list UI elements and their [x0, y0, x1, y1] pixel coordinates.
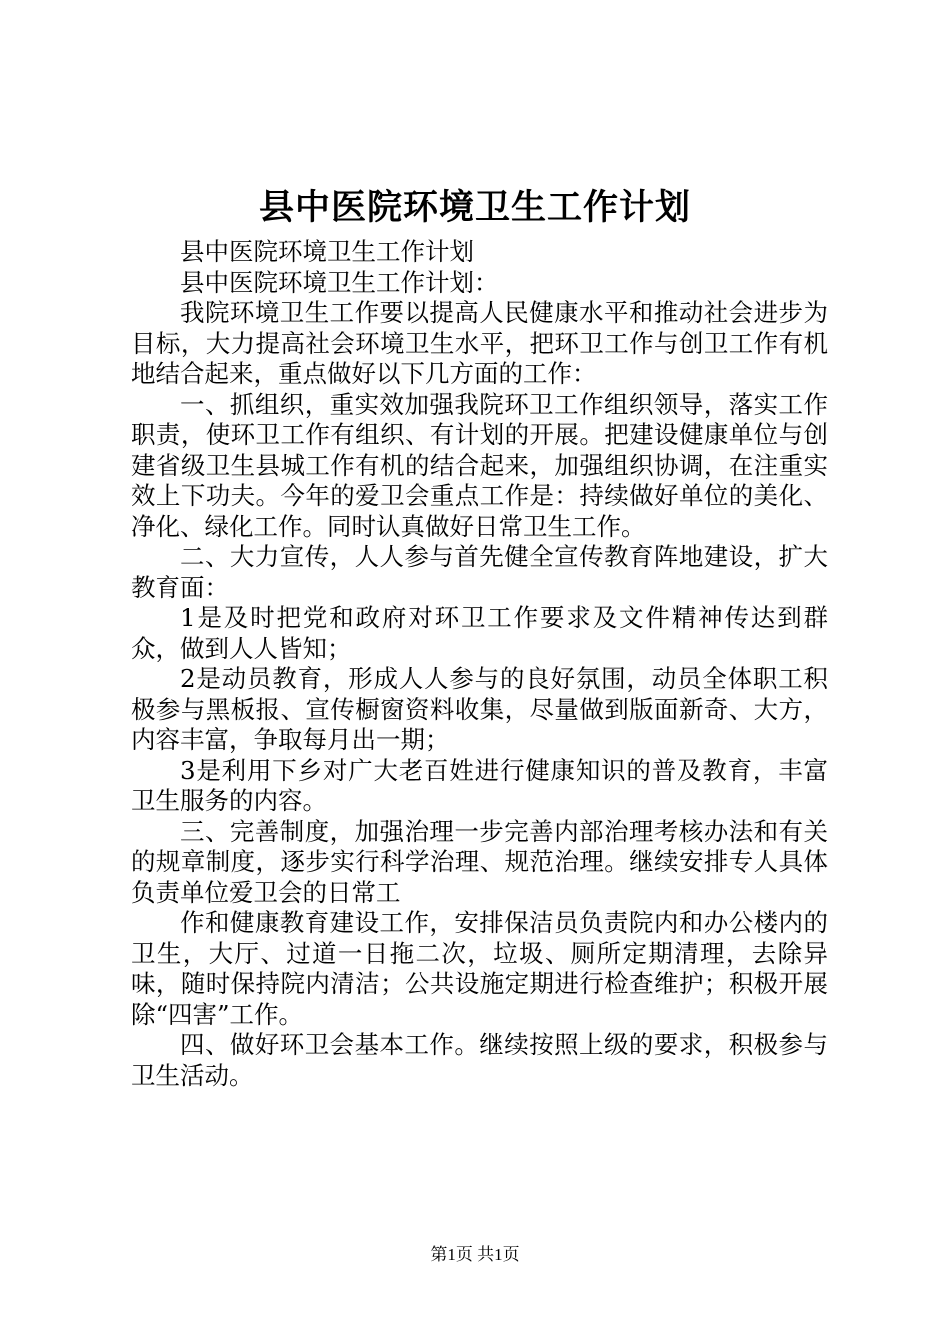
paragraph: 3是利用下乡对广大老百姓进行健康知识的普及教育，丰富卫生服务的内容。: [131, 755, 828, 815]
paragraph: 县中医院环境卫生工作计划: [180, 237, 474, 266]
paragraph: 1是及时把党和政府对环卫工作要求及文件精神传达到群众，做到人人皆知；: [131, 603, 828, 663]
page-number-footer: 第1页 共1页: [430, 1245, 520, 1264]
paragraph: 县中医院环境卫生工作计划：: [180, 267, 499, 297]
document-title: 县中医院环境卫生工作计划: [258, 187, 691, 228]
paragraph: 作和健康教育建设工作，安排保洁员负责院内和办公楼内的卫生，大厅、过道一日拖二次，垃圾、厕所定期清理，去除异味，随时保持院内清洁；公共设施定期进行检查维护；积极开展除“四害”工作。: [131, 908, 828, 1029]
paragraph: 四、做好环卫会基本工作。继续按照上级的要求，积极参与卫生活动。: [131, 1030, 828, 1090]
paragraph: 二、大力宣传，人人参与首先健全宣传教育阵地建设，扩大教育面：: [131, 542, 828, 602]
document-body: [131, 237, 828, 1091]
paragraph: 我院环境卫生工作要以提高人民健康水平和推动社会进步为目标，大力提高社会环境卫生水平，把环卫工作与创卫工作有机地结合起来，重点做好以下几方面的工作：: [131, 298, 828, 388]
paragraph: 2是动员教育，形成人人参与的良好氛围，动员全体职工积极参与黑板报、宣传橱窗资料收集，尽量做到版面新奇、大方，内容丰富，争取每月出一期；: [131, 664, 828, 754]
paragraph: 三、完善制度，加强治理一步完善内部治理考核办法和有关的规章制度，逐步实行科学治理、规范治理。继续安排专人具体负责单位爱卫会的日常工: [131, 816, 828, 907]
paragraph: 一、抓组织，重实效加强我院环卫工作组织领导，落实工作职责，使环卫工作有组织、有计划的开展。把建设健康单位与创建省级卫生县城工作有机的结合起来，加强组织协调，在注重实效上下功夫。今年的爱卫会重点工作是：持续做好单位的美化、净化、绿化工作。同时认真做好日常卫生工作。: [131, 389, 828, 541]
